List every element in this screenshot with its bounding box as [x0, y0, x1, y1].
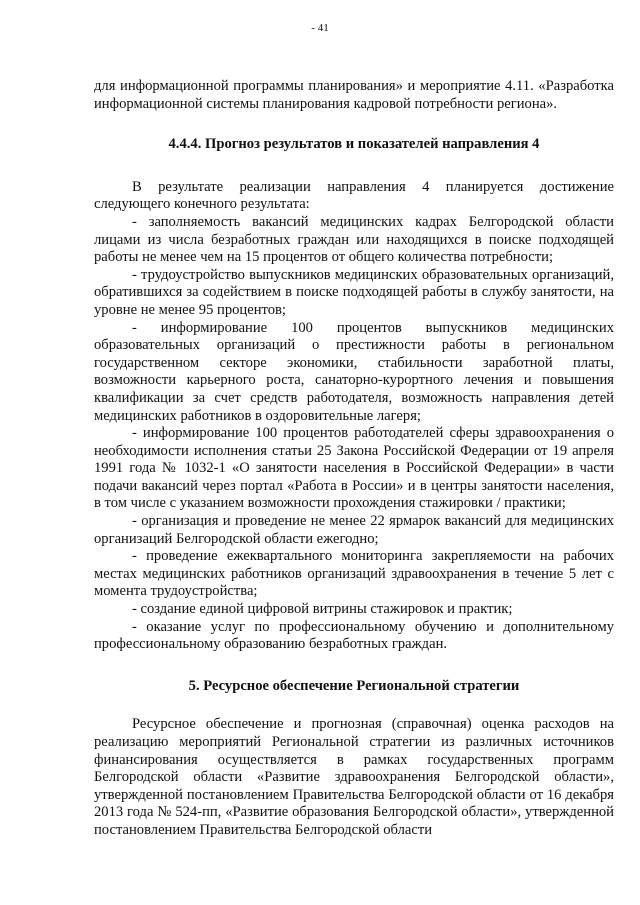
result-item: - информирование 100 процентов выпускников медицинских образовательных организаций о престижности работы в региональном государственном секторе экономики, стабильности заработной платы, возможности карьерного роста, санаторно-курортного лечения и повышения квалификации за счет средств работодателя, возможность направления детей медицинских работников в оздоровительные лагеря;: [94, 319, 614, 424]
result-item: - заполняемость вакансий медицинских кадрах Белгородской области лицами из числа безработных граждан или находящихся в поиске подходящей работы не менее чем на 15 процентов от общего количества потребности;: [94, 213, 614, 266]
result-item: - информирование 100 процентов работодателей сферы здравоохранения о необходимости исполнения статьи 25 Закона Российской Федерации от 19 апреля 1991 года № 1032-1 «О занятости населения в Российской Федерации» в части подачи вакансий через портал «Работа в России» и в центры занятости населения, в том числе с указанием возможности прохождения стажировки / практики;: [94, 425, 614, 512]
result-item: - организация и проведение не менее 22 ярмарок вакансий для медицинских организаций Белгородской области ежегодно;: [94, 513, 614, 547]
section-heading-5: 5. Ресурсное обеспечение Региональной стратегии: [188, 677, 520, 694]
result-item: - проведение ежеквартального мониторинга закрепляемости на рабочих местах медицинских работников организаций здравоохранения в течение 5 лет с момента трудоустройства;: [94, 548, 614, 600]
intro-paragraph: для информационной программы планирования» и мероприятие 4.11. «Разработка информационной системы планирования кадровой потребности региона».: [94, 78, 614, 112]
result-item: - создание единой цифровой витрины стажировок и практик;: [132, 601, 513, 618]
resource-paragraph: Ресурсное обеспечение и прогнозная (справочная) оценка расходов на реализацию мероприятий Региональной стратегии из различных источников финансирования осуществляется в рамках государственных программ Белгородской области «Развитие здравоохранения Белгородской области», утвержденной постановлением Правительства Белгородской области от 16 декабря 2013 года № 524-пп, «Развитие образования Белгородской области», утвержденной постановлением Правительства Белгородской области: [94, 716, 614, 838]
result-item: - оказание услуг по профессиональному обучению и дополнительному профессиональному образованию безработных граждан.: [94, 618, 614, 653]
result-item: - трудоустройство выпускников медицинских образовательных организаций, обратившихся за содействием в поиске подходящей работы в службу занятости, на уровне не менее 95 процентов;: [94, 266, 614, 318]
section-lead-paragraph: В результате реализации направления 4 планируется достижение следующего конечного результата:: [94, 178, 614, 213]
section-heading-4-4-4: 4.4.4. Прогноз результатов и показателей направления 4: [168, 136, 540, 153]
page-number: - 41: [311, 22, 329, 34]
document-body: [94, 78, 614, 840]
